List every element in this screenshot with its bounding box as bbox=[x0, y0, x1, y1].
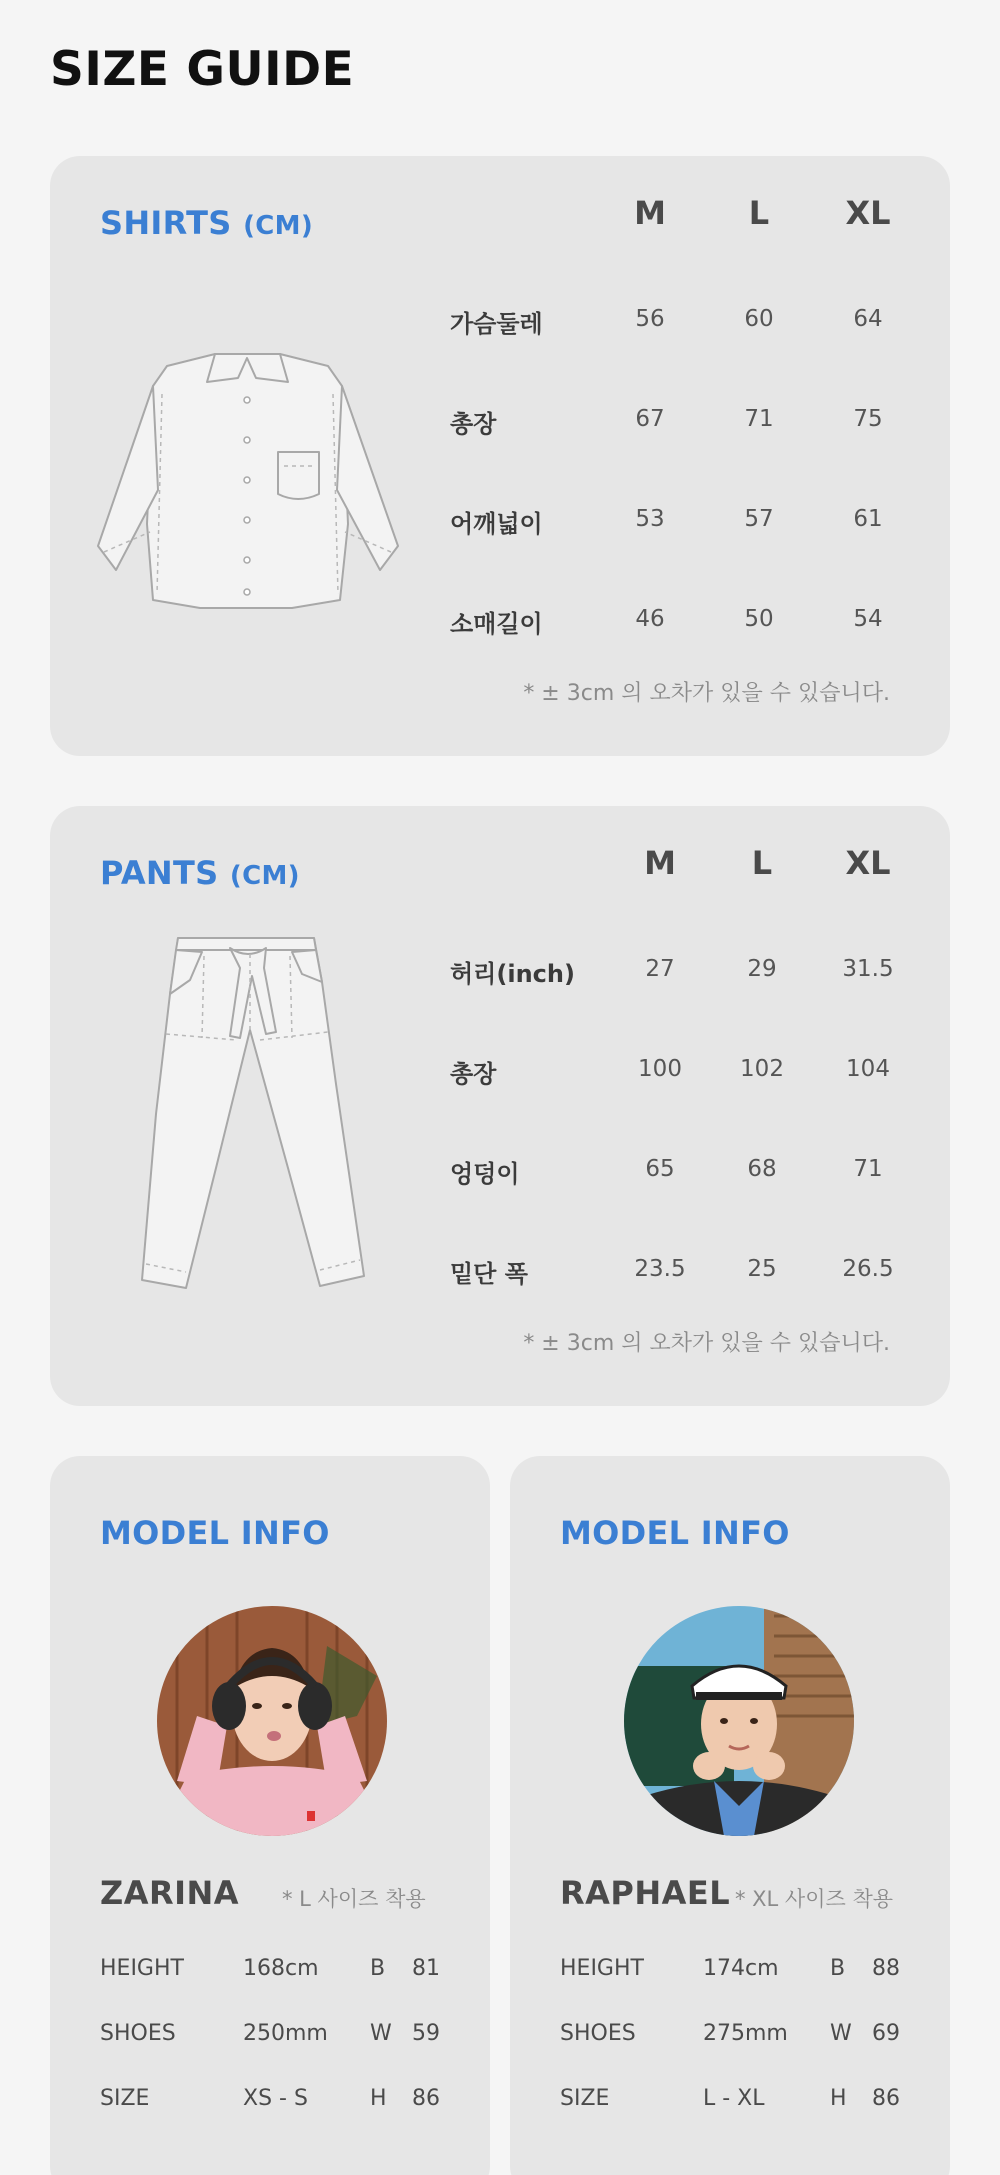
stat-measure-value: 86 bbox=[412, 2086, 440, 2111]
pants-unit: (CM) bbox=[229, 861, 300, 891]
pants-title-text: PANTS bbox=[100, 854, 219, 892]
shirts-row-label: 어깨넓이 bbox=[450, 510, 543, 538]
shirts-value: 61 bbox=[853, 506, 883, 532]
shirts-value: 60 bbox=[744, 306, 774, 332]
pants-value: 25 bbox=[747, 1256, 777, 1282]
stat-value: 275mm bbox=[703, 2021, 788, 2046]
shirts-value: 64 bbox=[853, 306, 883, 332]
shirts-size-card bbox=[50, 156, 950, 756]
stat-label: SHOES bbox=[100, 2021, 176, 2046]
stat-measure-label: H bbox=[830, 2086, 847, 2111]
shirts-value: 57 bbox=[744, 506, 774, 532]
pants-row-label: 엉덩이 bbox=[450, 1160, 520, 1188]
model-info-title: MODEL INFO bbox=[100, 1514, 330, 1552]
shirts-unit: (CM) bbox=[243, 211, 313, 241]
stat-measure-label: B bbox=[830, 1956, 846, 1981]
shirts-row-label: 소매길이 bbox=[450, 610, 543, 638]
stat-measure-label: W bbox=[370, 2021, 392, 2046]
pants-value: 102 bbox=[740, 1056, 784, 1082]
pants-tolerance-note: * ± 3cm 의 오차가 있을 수 있습니다. bbox=[523, 1331, 890, 1356]
shirts-value: 71 bbox=[744, 406, 774, 432]
stat-label: HEIGHT bbox=[100, 1956, 184, 1981]
stat-measure-label: H bbox=[370, 2086, 387, 2111]
model-size-note: * L 사이즈 착용 bbox=[282, 1887, 426, 1911]
model-photo bbox=[157, 1606, 387, 1836]
shirts-tolerance-note: * ± 3cm 의 오차가 있을 수 있습니다. bbox=[523, 681, 890, 706]
shirts-value: 50 bbox=[744, 606, 774, 632]
stat-measure-value: 86 bbox=[872, 2086, 900, 2111]
model-avatar-zarina bbox=[157, 1606, 387, 1836]
shirts-value: 56 bbox=[635, 306, 665, 332]
stat-label: SHOES bbox=[560, 2021, 636, 2046]
shirts-col-xl: XL bbox=[845, 194, 891, 232]
shirts-value: 75 bbox=[853, 406, 883, 432]
shirts-row-label: 총장 bbox=[450, 410, 497, 438]
stat-label: SIZE bbox=[100, 2086, 150, 2111]
model-info-card-zarina bbox=[50, 1456, 490, 2175]
pants-value: 29 bbox=[747, 956, 777, 982]
stat-value: 168cm bbox=[243, 1956, 319, 1981]
model-name: RAPHAEL bbox=[560, 1874, 731, 1912]
stat-measure-value: 69 bbox=[872, 2021, 900, 2046]
shirts-value: 46 bbox=[635, 606, 665, 632]
stat-label: SIZE bbox=[560, 2086, 610, 2111]
pants-value: 27 bbox=[645, 956, 675, 982]
pants-value: 31.5 bbox=[842, 956, 894, 982]
stat-measure-label: B bbox=[370, 1956, 386, 1981]
stat-label: HEIGHT bbox=[560, 1956, 644, 1981]
pants-col-xl: XL bbox=[845, 844, 891, 882]
shirts-row-label: 가슴둘레 bbox=[450, 310, 543, 338]
pants-value: 104 bbox=[846, 1056, 890, 1082]
pants-row-label: 총장 bbox=[450, 1060, 497, 1088]
stat-measure-label: W bbox=[830, 2021, 852, 2046]
model-avatar-raphael bbox=[624, 1606, 854, 1836]
pants-col-m: M bbox=[644, 844, 676, 882]
model-size-note: * XL 사이즈 착용 bbox=[735, 1887, 894, 1911]
model-photo bbox=[624, 1606, 854, 1836]
pants-value: 65 bbox=[645, 1156, 675, 1182]
shirts-title-text: SHIRTS bbox=[100, 204, 232, 242]
stat-measure-value: 59 bbox=[412, 2021, 440, 2046]
stat-measure-value: 81 bbox=[412, 1956, 440, 1981]
pants-row-label: 허리(inch) bbox=[450, 960, 575, 988]
pants-value: 100 bbox=[638, 1056, 682, 1082]
pants-size-table bbox=[50, 806, 950, 1406]
model-info-card-raphael bbox=[510, 1456, 950, 2175]
stat-value: 174cm bbox=[703, 1956, 779, 1981]
pants-col-l: L bbox=[751, 844, 773, 882]
pants-size-card bbox=[50, 806, 950, 1406]
shirts-value: 54 bbox=[853, 606, 883, 632]
model-info-title: MODEL INFO bbox=[560, 1514, 790, 1552]
model-name: ZARINA bbox=[100, 1874, 240, 1912]
page-title: SIZE GUIDE bbox=[50, 42, 355, 97]
pants-value: 68 bbox=[747, 1156, 777, 1182]
shirts-col-l: L bbox=[748, 194, 770, 232]
shirts-value: 53 bbox=[635, 506, 665, 532]
pants-value: 71 bbox=[853, 1156, 883, 1182]
pants-row-label: 밑단 폭 bbox=[450, 1260, 528, 1288]
shirts-value: 67 bbox=[635, 406, 665, 432]
stat-value: 250mm bbox=[243, 2021, 328, 2046]
pants-value: 23.5 bbox=[634, 1256, 686, 1282]
stat-value: L - XL bbox=[703, 2086, 765, 2111]
stat-value: XS - S bbox=[243, 2086, 308, 2111]
shirts-size-table bbox=[50, 156, 950, 756]
shirts-col-m: M bbox=[634, 194, 666, 232]
stat-measure-value: 88 bbox=[872, 1956, 900, 1981]
pants-value: 26.5 bbox=[842, 1256, 894, 1282]
